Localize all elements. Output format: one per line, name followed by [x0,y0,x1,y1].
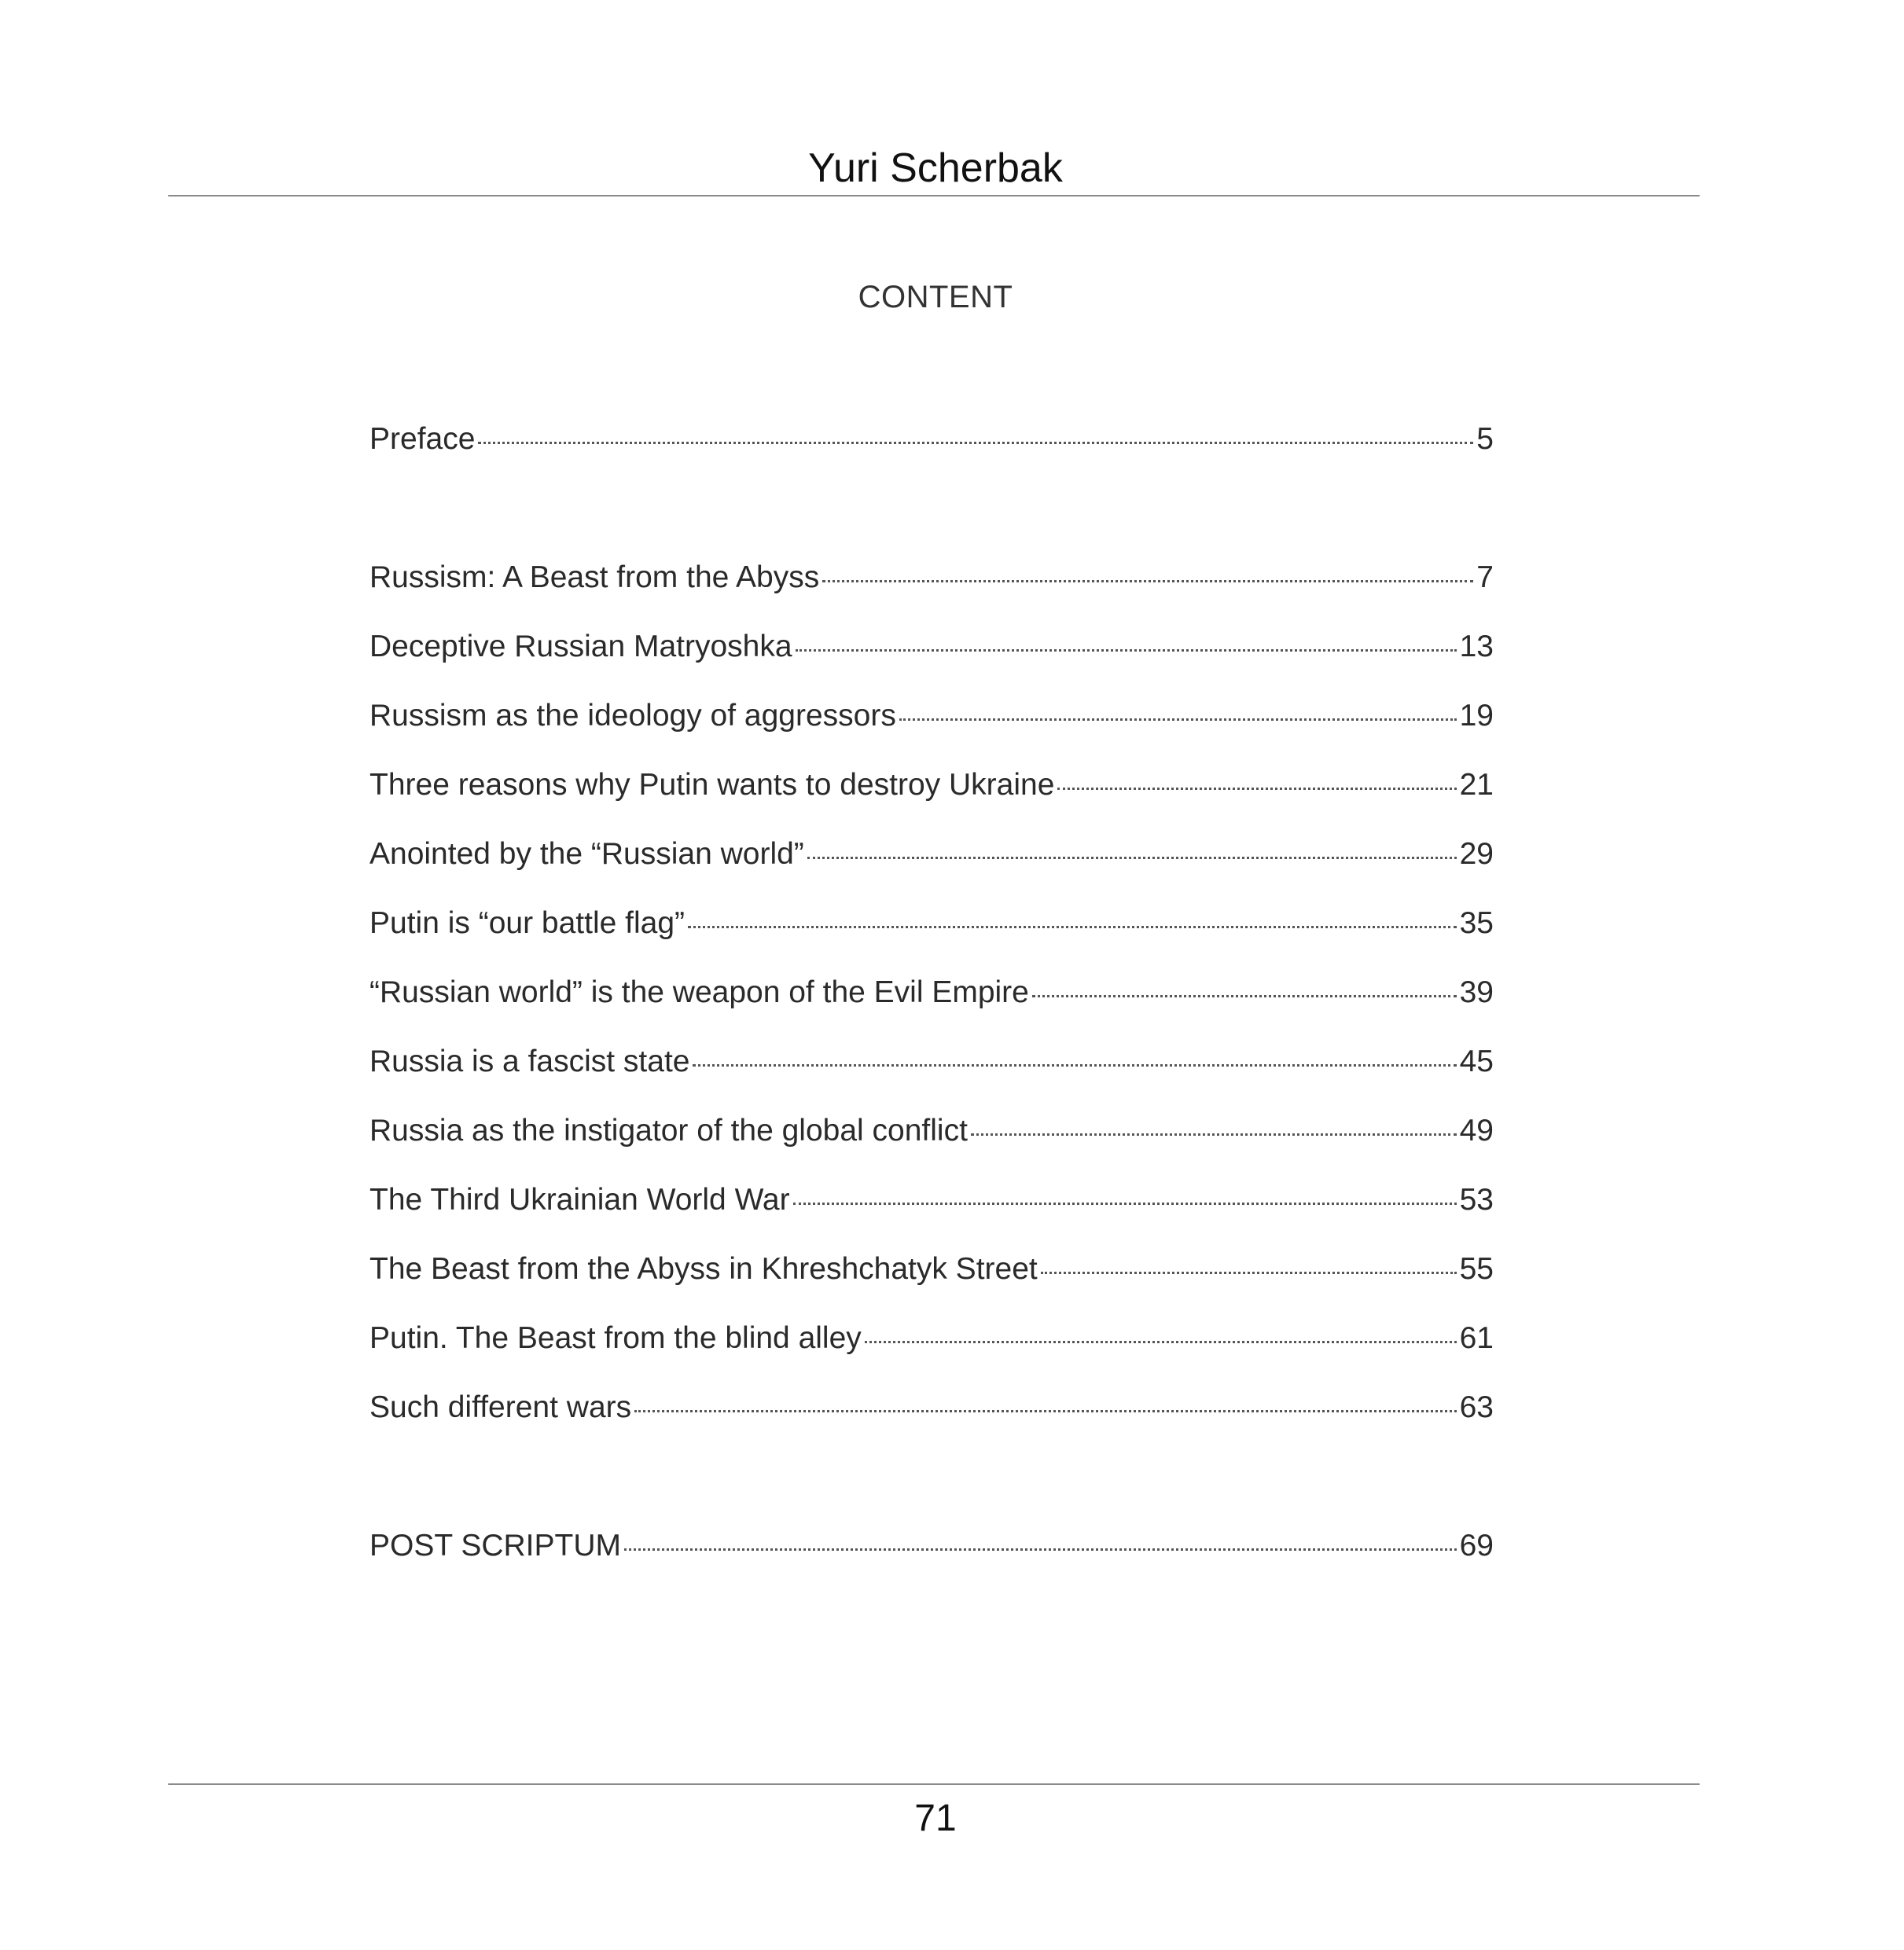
toc-dot-leader [807,833,1457,864]
toc-entry-title: Russism: A Beast from the Abyss [369,560,820,594]
toc-entry-page: 69 [1459,1529,1494,1563]
toc-dot-leader [478,418,1473,449]
toc-entry-title: The Third Ukrainian World War [369,1183,790,1217]
toc-entry-page: 5 [1476,422,1494,456]
toc-entry-title: Such different wars [369,1390,632,1424]
toc-dot-leader [688,902,1457,933]
toc-dot-leader [971,1110,1457,1140]
toc-entry-page: 7 [1476,560,1494,594]
toc-entry [369,833,1494,869]
toc-entry [369,902,1494,938]
toc-entry-title: Putin. The Beast from the blind alley [369,1321,862,1355]
toc-dot-leader [1041,1248,1457,1279]
toc-entry [369,695,1494,731]
toc-dot-leader [899,695,1457,725]
toc-dot-leader [693,1041,1456,1071]
toc-dot-leader [634,1386,1456,1417]
toc-entry-title: Preface [369,422,476,456]
toc-dot-leader [793,1179,1457,1210]
toc-entry-page: 35 [1459,906,1494,940]
toc-entry-page: 49 [1459,1114,1494,1148]
page-number: 71 [914,1798,957,1839]
toc-entry [369,1041,1494,1077]
toc-entry-title: POST SCRIPTUM [369,1529,621,1563]
toc-entry-title: Russism as the ideology of aggressors [369,699,896,733]
toc-entry-page: 55 [1459,1252,1494,1286]
toc-entry [369,1248,1494,1284]
toc-entry-page: 21 [1459,768,1494,802]
toc-entry [369,626,1494,662]
toc-entry-title: Russia is a fascist state [369,1045,690,1078]
toc-dot-leader [1057,764,1456,795]
contents-heading: CONTENT [858,280,1013,314]
toc-entry-page: 63 [1459,1390,1494,1424]
toc-entry [369,1110,1494,1146]
toc-entry [369,1317,1494,1353]
header-divider [168,195,1700,196]
toc-entry-title: Deceptive Russian Matryoshka [369,630,792,663]
toc-dot-leader [796,626,1457,656]
toc-entry-page: 29 [1459,837,1494,871]
toc-entry-title: Three reasons why Putin wants to destroy Ukraine [369,768,1055,802]
toc-entry [369,556,1494,593]
toc-dot-leader [1032,971,1457,1002]
toc-entry-title: Russia as the instigator of the global conflict [369,1114,968,1148]
toc-entry [369,1386,1494,1423]
toc-entry-preface [369,418,1494,454]
toc-dot-leader [624,1525,1457,1555]
toc-entry-postscript [369,1525,1494,1561]
toc-entry-page: 53 [1459,1183,1494,1217]
toc-dot-leader [865,1317,1457,1348]
toc-entry-page: 45 [1459,1045,1494,1078]
toc-entry-title: Anointed by the “Russian world” [369,837,804,871]
toc-entry [369,971,1494,1008]
toc-entry-title: “Russian world” is the weapon of the Evil Empire [369,975,1029,1009]
author-header: Yuri Scherbak [808,145,1063,191]
toc-entry-title: Putin is “our battle flag” [369,906,686,940]
toc-entry-page: 13 [1459,630,1494,663]
toc-entry-title: The Beast from the Abyss in Khreshchatyk Street [369,1252,1038,1286]
toc-dot-leader [822,556,1473,587]
toc-entry [369,764,1494,800]
toc-entry-page: 19 [1459,699,1494,733]
footer-divider [168,1783,1700,1785]
toc-entry [369,1179,1494,1215]
toc-entry-page: 39 [1459,975,1494,1009]
toc-entry-page: 61 [1459,1321,1494,1355]
